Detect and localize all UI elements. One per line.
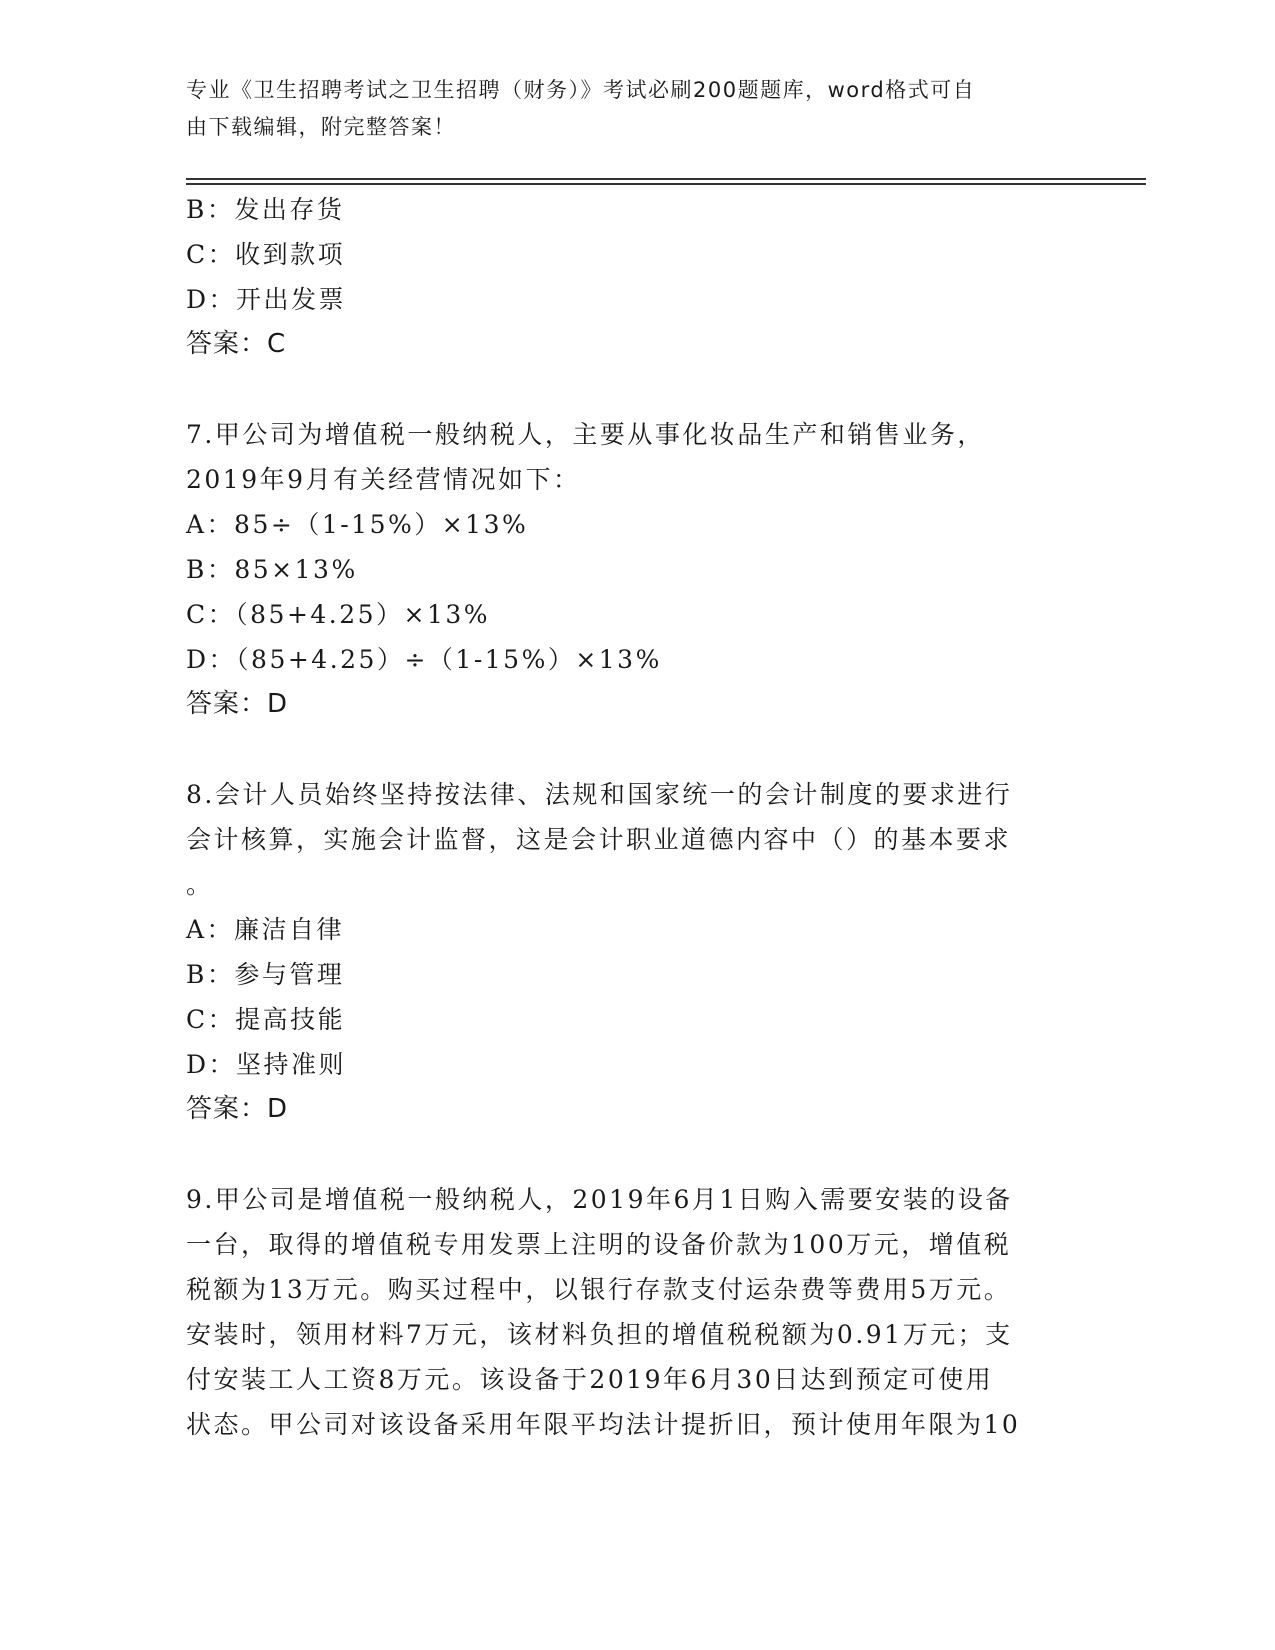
option-b: B：发出存货 — [186, 195, 345, 224]
question-stem-line: 9.甲公司是增值税一般纳税人，2019年6月1日购入需要安装的设备 — [186, 1185, 1013, 1214]
option-c: C：（85+4.25）×13% — [186, 600, 491, 629]
option-c: C：提高技能 — [186, 1005, 346, 1034]
question-stem-line: 。 — [186, 870, 214, 899]
question-block-6 — [186, 187, 1066, 367]
question-stem-line: 2019年9月有关经营情况如下： — [186, 465, 581, 494]
question-block-7 — [186, 412, 1066, 727]
question-stem-line: 7.甲公司为增值税一般纳税人，主要从事化妆品生产和销售业务， — [186, 420, 985, 449]
question-stem-line: 状态。甲公司对该设备采用年限平均法计提折旧，预计使用年限为10 — [186, 1410, 1021, 1439]
question-stem-line: 安装时，领用材料7万元，该材料负担的增值税税额为0.91万元；支 — [186, 1320, 1013, 1349]
option-d: D：开出发票 — [186, 285, 347, 314]
option-c: C：收到款项 — [186, 240, 346, 269]
option-d: D：坚持准则 — [186, 1050, 347, 1079]
header-rule-bottom — [186, 183, 1146, 185]
option-d: D：（85+4.25）÷（1-15%）×13% — [186, 645, 662, 674]
question-stem-line: 付安装工人工资8万元。该设备于2019年6月30日达到预定可使用 — [186, 1365, 994, 1394]
question-spacer — [186, 727, 1066, 772]
question-block-8 — [186, 772, 1066, 1132]
question-spacer — [186, 1132, 1066, 1177]
answer-line: 答案：D — [186, 1094, 289, 1124]
answer-line: 答案：D — [186, 689, 289, 719]
question-spacer — [186, 367, 1066, 412]
question-block-9 — [186, 1177, 1066, 1447]
question-stem-line: 8.会计人员始终坚持按法律、法规和国家统一的会计制度的要求进行 — [186, 780, 1013, 809]
header-line-2: 由下载编辑，附完整答案！ — [186, 115, 456, 139]
option-b: B：参与管理 — [186, 960, 345, 989]
question-stem-line: 会计核算，实施会计监督，这是会计职业道德内容中（）的基本要求 — [186, 825, 1012, 854]
option-a: A：85÷（1-15%）×13% — [186, 510, 529, 539]
answer-line: 答案：C — [186, 329, 287, 359]
document-header — [186, 72, 1066, 146]
question-stem-line: 税额为13万元。购买过程中，以银行存款支付运杂费等费用5万元。 — [186, 1275, 1012, 1304]
header-rule-top — [186, 178, 1146, 180]
option-b: B：85×13% — [186, 555, 358, 584]
option-a: A：廉洁自律 — [186, 915, 345, 944]
question-stem-line: 一台，取得的增值税专用发票上注明的设备价款为100万元，增值税 — [186, 1230, 1012, 1259]
header-line-1: 专业《卫生招聘考试之卫生招聘（财务）》考试必刷200题题库，word格式可自 — [186, 78, 976, 102]
question-list — [186, 187, 1066, 1447]
